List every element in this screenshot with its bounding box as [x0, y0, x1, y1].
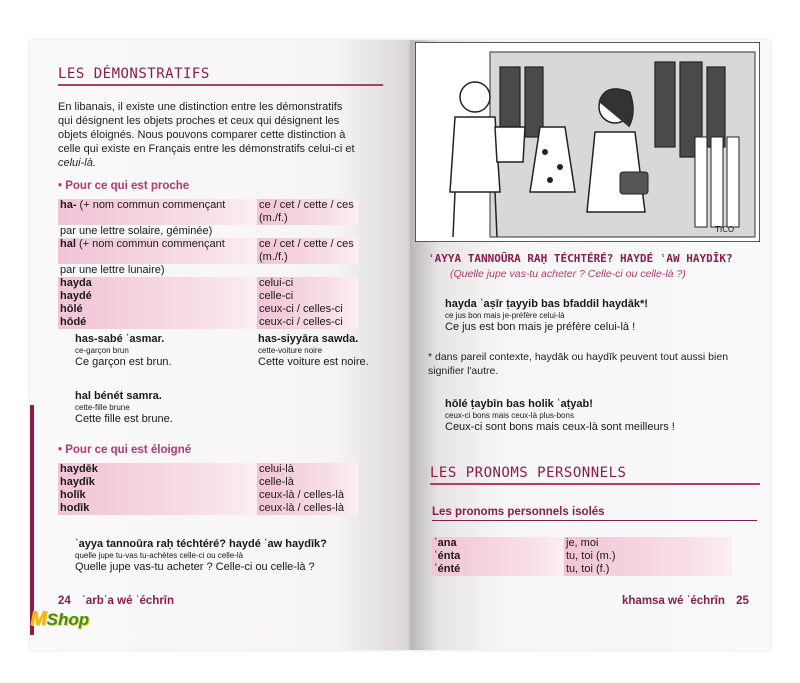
example-translation: Cette voiture est noire. — [258, 356, 369, 368]
gloss: celui-ci — [257, 277, 358, 290]
page-number-left — [58, 595, 174, 607]
gloss: ceux-là / celles-là — [257, 489, 358, 502]
example-garcon — [75, 333, 245, 369]
illustration-credit: TICO — [715, 225, 735, 234]
heading-demonstratifs: LES DÉMONSTRATIFS — [58, 66, 383, 86]
example-transliteration: has-siyyāra sawda. — [258, 333, 359, 345]
example-bons — [445, 398, 755, 434]
term: holīk — [58, 489, 257, 502]
shopping-illustration — [415, 42, 760, 242]
gloss: tu, toi (f.) — [564, 563, 732, 576]
term: ha- — [60, 199, 77, 211]
example-gloss: cette-voiture noire — [258, 346, 323, 355]
folio-number: 25 — [736, 595, 749, 607]
term-note: (+ nom commun commençant — [75, 238, 225, 250]
example-fille — [75, 390, 245, 426]
term: ʿana — [432, 537, 564, 550]
gloss: ceux-ci / celles-ci — [257, 303, 358, 316]
table-row — [58, 476, 358, 489]
example-transliteration: hayda ʿaṣīr ṭayyib bas bfaddil haydāk*! — [445, 298, 648, 310]
term: haydīk — [58, 476, 257, 489]
example-translation: Cette fille est brune. — [75, 413, 173, 425]
gloss: ce / cet / cette / ces (m./f.) — [257, 199, 358, 225]
intro-line: objets éloignés. Nous pouvons comparer cette distinction à — [58, 129, 346, 141]
intro-paragraph — [58, 100, 388, 170]
table-row — [58, 238, 358, 264]
example-transliteration: has-sabé ʿasmar. — [75, 333, 165, 345]
term: haydēk — [58, 463, 257, 476]
gloss: celle-là — [257, 476, 358, 489]
gloss: ceux-ci / celles-ci — [257, 316, 358, 329]
intro-line: celle qui existe en Français entre les démonstratifs celui-ci et — [58, 143, 355, 155]
table-row — [58, 199, 358, 225]
table-row — [58, 463, 358, 476]
table-row — [58, 290, 358, 303]
example-voiture — [258, 333, 398, 369]
folio-number: 24 — [58, 595, 71, 607]
term-note: par une lettre solaire, géminée) — [60, 225, 213, 237]
term: ʿénta — [432, 550, 564, 563]
example-jus — [445, 298, 755, 334]
page-number-right — [622, 595, 749, 607]
term: hōlé — [58, 303, 257, 316]
example-translation: Ceux-ci sont bons mais ceux-là sont meilleurs ! — [445, 421, 675, 433]
example-translation: Quelle jupe vas-tu acheter ? Celle-ci ou celle-là ? — [75, 561, 315, 573]
term: hayda — [58, 277, 257, 290]
example-translation: Ce garçon est brun. — [75, 356, 172, 368]
example-gloss: ceux-ci bons mais ceux-là plus-bons — [445, 411, 574, 420]
gloss: tu, toi (m.) — [564, 550, 732, 563]
footnote-line: * dans pareil contexte, haydāk ou haydīk peuvent tout aussi bien — [428, 351, 729, 363]
subheading-pronoms-isoles: Les pronoms personnels isolés — [432, 506, 757, 521]
table-row — [432, 537, 732, 550]
folio-word: khamsa wé ʿéchrīn — [622, 595, 725, 607]
heading-pronoms: LES PRONOMS PERSONNELS — [430, 465, 760, 485]
example-gloss: quelle jupe tu-vas tu-achètes celle-ci ou celle-là — [75, 551, 244, 560]
term: haydé — [58, 290, 257, 303]
dialogue-title: ʿAYYA TANNOŪRA RAḤ TÉCHTÉRÉ? HAYDÉ ʿAW HAYDĪK? — [428, 252, 733, 265]
gloss: ceux-là / celles-là — [257, 502, 358, 515]
example-translation: Ce jus est bon mais je préfère celui-là ! — [445, 321, 636, 333]
term: ʿénté — [432, 563, 564, 576]
term: hodīk — [58, 502, 257, 515]
term: hal — [60, 238, 76, 250]
gloss: je, moi — [564, 537, 732, 550]
table-row — [58, 277, 358, 290]
table-row — [58, 502, 358, 515]
term: hōdé — [58, 316, 257, 329]
section-proche: • Pour ce qui est proche — [58, 180, 190, 192]
intro-line: En libanais, il existe une distinction entre les démonstratifs — [58, 101, 343, 113]
example-transliteration: ʿayya tannoūra raḥ téchtéré? haydé ʿaw haydīk? — [75, 538, 327, 550]
dialogue-subtitle: (Quelle jupe vas-tu acheter ? Celle-ci ou celle-là ?) — [450, 268, 686, 280]
intro-line: celui-là. — [58, 157, 96, 169]
term-note: par une lettre lunaire) — [60, 264, 165, 276]
example-jupe — [75, 538, 375, 574]
gloss: celui-là — [257, 463, 358, 476]
table-row — [58, 489, 358, 502]
far-table — [58, 463, 358, 515]
section-eloigne: • Pour ce qui est éloigné — [58, 444, 192, 456]
table-row — [58, 303, 358, 316]
pronoun-table — [432, 537, 732, 576]
gloss: celle-ci — [257, 290, 358, 303]
left-margin-bar — [30, 405, 34, 635]
folio-word: ʿarbʿa wé ʿéchrīn — [82, 595, 175, 607]
intro-line: qui désignent les objets proches et ceux qui désignent les — [58, 115, 340, 127]
example-gloss: cette-fille brune — [75, 403, 130, 412]
footnote — [428, 350, 763, 378]
example-transliteration: hōlé ṭaybīn bas holik ʿaṭyab! — [445, 398, 593, 410]
logo-mark: M — [30, 608, 47, 630]
shop-logo — [30, 608, 89, 631]
example-gloss: ce jus bon mais je-préfère celui-là — [445, 311, 565, 320]
example-transliteration: hal bénét samra. — [75, 390, 162, 402]
table-row — [432, 563, 732, 576]
table-row — [58, 316, 358, 329]
footnote-line: signifier l'autre. — [428, 365, 499, 377]
table-row — [58, 264, 358, 277]
example-gloss: ce-garçon brun — [75, 346, 129, 355]
near-table — [58, 199, 358, 329]
table-row — [58, 225, 358, 238]
gloss: ce / cet / cette / ces (m./f.) — [257, 238, 358, 264]
term-note: (+ nom commun commençant — [76, 199, 226, 211]
logo-text: Shop — [46, 610, 90, 629]
table-row — [432, 550, 732, 563]
